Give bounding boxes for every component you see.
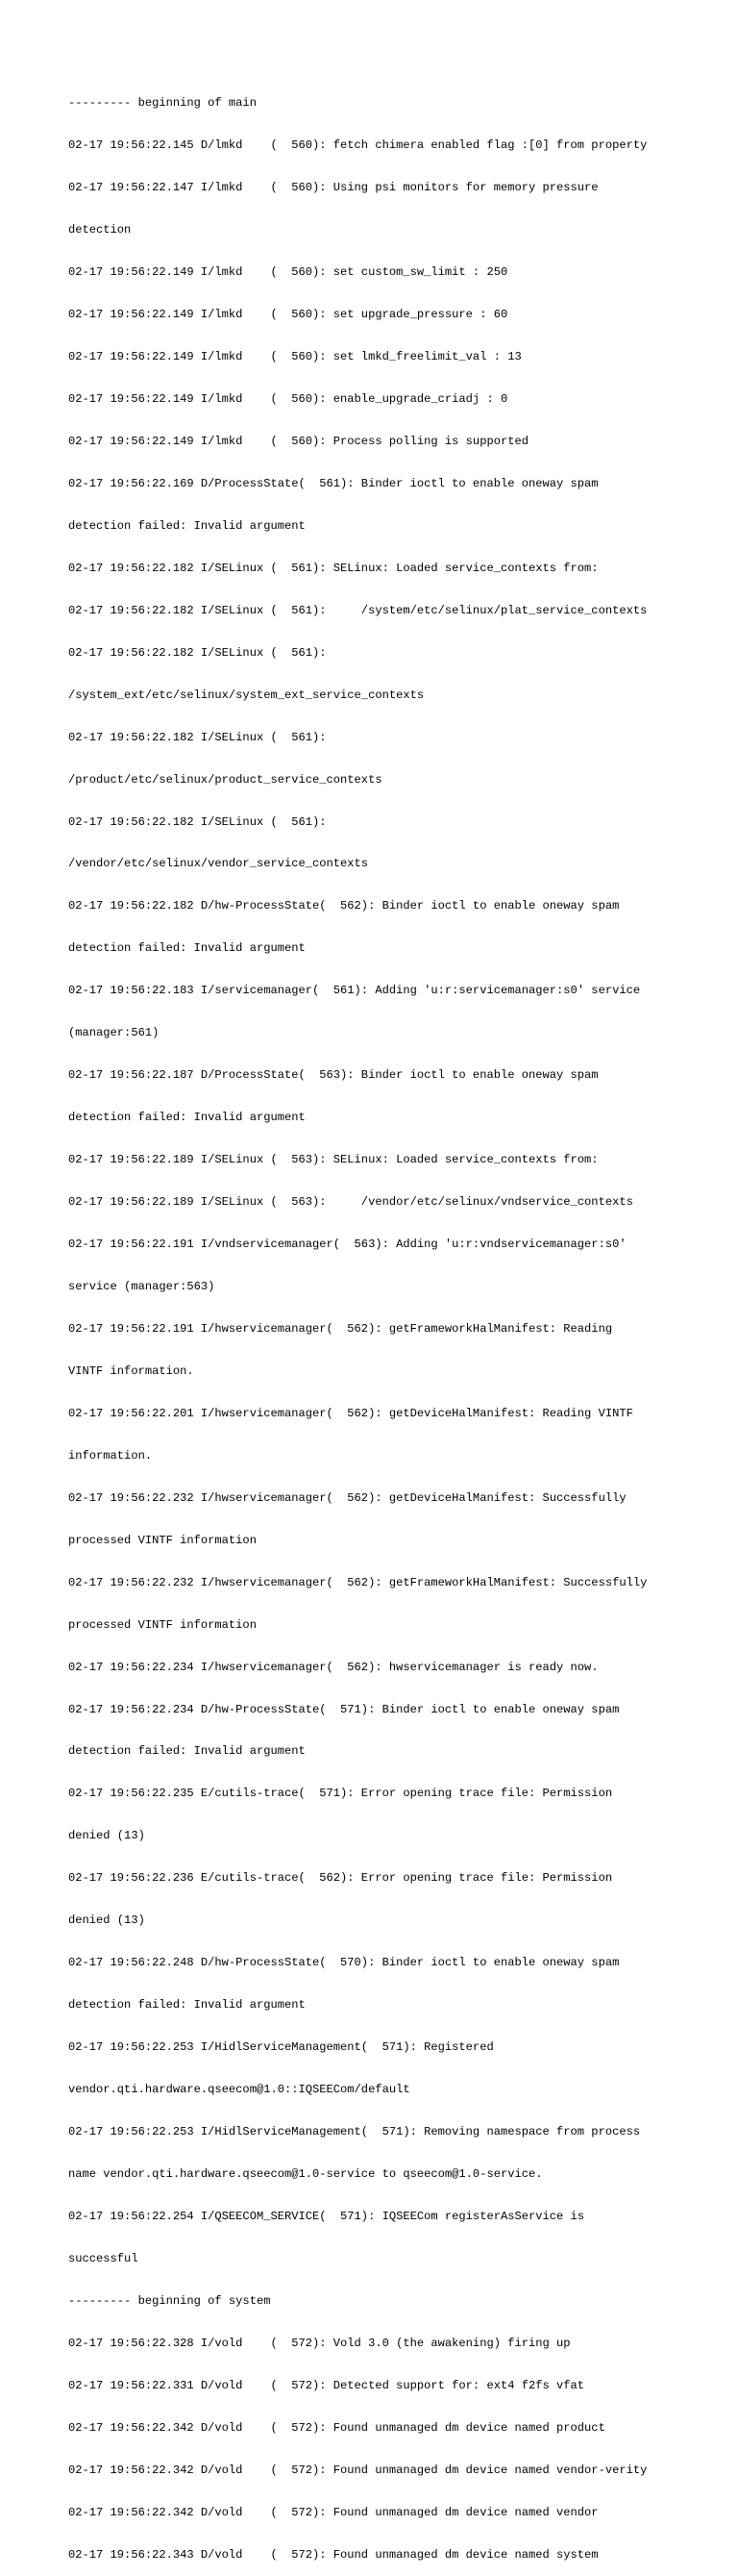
log-line: information.: [68, 1448, 153, 1463]
log-line: 02-17 19:56:22.149 I/lmkd ( 560): set custom_sw_limit : 250: [68, 265, 508, 280]
log-line: 02-17 19:56:22.169 D/ProcessState( 561): Binder ioctl to enable oneway spam: [68, 476, 599, 490]
log-line: 02-17 19:56:22.182 I/SELinux ( 561): SELinux: Loaded service_contexts from:: [68, 561, 599, 575]
log-line: 02-17 19:56:22.232 I/hwservicemanager( 562): getFrameworkHalManifest: Successfully: [68, 1575, 648, 1589]
log-line: 02-17 19:56:22.149 I/lmkd ( 560): set lmkd_freelimit_val : 13: [68, 350, 522, 364]
log-line: (manager:561): [68, 1026, 160, 1040]
log-line: 02-17 19:56:22.183 I/servicemanager( 561): Adding 'u:r:servicemanager:s0' service: [68, 984, 641, 998]
log-line: 02-17 19:56:22.149 I/lmkd ( 560): Process polling is supported: [68, 434, 529, 448]
log-line: --------- beginning of system: [68, 2293, 271, 2308]
log-line: processed VINTF information: [68, 1533, 257, 1547]
log-line: detection failed: Invalid argument: [68, 941, 306, 956]
log-line: /system_ext/etc/selinux/system_ext_service_contexts: [68, 688, 425, 702]
log-line: 02-17 19:56:22.331 D/vold ( 572): Detected support for: ext4 f2fs vfat: [68, 2378, 585, 2392]
log-line: name vendor.qti.hardware.qseecom@1.0-service to qseecom@1.0-service.: [68, 2167, 543, 2182]
log-line: /product/etc/selinux/product_service_contexts: [68, 772, 382, 787]
log-line: detection failed: Invalid argument: [68, 1744, 306, 1759]
log-line: denied (13): [68, 1913, 145, 1928]
log-line: detection failed: Invalid argument: [68, 518, 306, 533]
log-line: 02-17 19:56:22.342 D/vold ( 572): Found unmanaged dm device named vendor: [68, 2505, 599, 2519]
log-line: 02-17 19:56:22.191 I/hwservicemanager( 562): getFrameworkHalManifest: Reading: [68, 1321, 613, 1336]
log-line: 02-17 19:56:22.328 I/vold ( 572): Vold 3.0 (the awakening) firing up: [68, 2336, 571, 2350]
log-line: 02-17 19:56:22.234 D/hw-ProcessState( 571): Binder ioctl to enable oneway spam: [68, 1702, 620, 1716]
log-line: denied (13): [68, 1829, 145, 1843]
log-line: 02-17 19:56:22.182 I/SELinux ( 561):: [68, 645, 327, 660]
log-line: 02-17 19:56:22.191 I/vndservicemanager( 563): Adding 'u:r:vndservicemanager:s0': [68, 1238, 627, 1252]
log-document: [68, 68, 683, 2576]
log-line: detection failed: Invalid argument: [68, 1998, 306, 2013]
log-line: 02-17 19:56:22.201 I/hwservicemanager( 562): getDeviceHalManifest: Reading VINTF: [68, 1406, 633, 1420]
log-line: 02-17 19:56:22.182 I/SELinux ( 561):: [68, 730, 327, 744]
log-line: 02-17 19:56:22.149 I/lmkd ( 560): enable_upgrade_criadj : 0: [68, 391, 508, 406]
log-line: 02-17 19:56:22.254 I/QSEECOM_SERVICE( 571): IQSEECom registerAsService is: [68, 2209, 585, 2223]
log-line: 02-17 19:56:22.343 D/vold ( 572): Found unmanaged dm device named system: [68, 2547, 599, 2562]
log-line: /vendor/etc/selinux/vendor_service_contexts: [68, 857, 369, 871]
log-line: vendor.qti.hardware.qseecom@1.0::IQSEECom/default: [68, 2083, 410, 2097]
log-line: successful: [68, 2251, 138, 2265]
log-line: 02-17 19:56:22.234 I/hwservicemanager( 562): hwservicemanager is ready now.: [68, 1660, 599, 1674]
log-line: processed VINTF information: [68, 1617, 257, 1632]
log-line: 02-17 19:56:22.149 I/lmkd ( 560): set upgrade_pressure : 60: [68, 308, 508, 322]
log-line: 02-17 19:56:22.147 I/lmkd ( 560): Using psi monitors for memory pressure: [68, 181, 599, 195]
log-line: 02-17 19:56:22.253 I/HidlServiceManagement( 571): Removing namespace from process: [68, 2125, 641, 2139]
log-line: 02-17 19:56:22.342 D/vold ( 572): Found unmanaged dm device named product: [68, 2420, 605, 2435]
log-line: detection failed: Invalid argument: [68, 1111, 306, 1125]
log-line: 02-17 19:56:22.182 I/SELinux ( 561): /system/etc/selinux/plat_service_contexts: [68, 603, 648, 617]
log-line: --------- beginning of main: [68, 96, 257, 111]
log-line: 02-17 19:56:22.232 I/hwservicemanager( 562): getDeviceHalManifest: Successfully: [68, 1490, 627, 1505]
log-line: 02-17 19:56:22.187 D/ProcessState( 563): Binder ioctl to enable oneway spam: [68, 1068, 599, 1083]
log-line: service (manager:563): [68, 1280, 215, 1293]
log-line: 02-17 19:56:22.235 E/cutils-trace( 571): Error opening trace file: Permission: [68, 1787, 613, 1801]
log-line: 02-17 19:56:22.145 D/lmkd ( 560): fetch chimera enabled flag :[0] from property: [68, 138, 648, 153]
log-line: 02-17 19:56:22.248 D/hw-ProcessState( 570): Binder ioctl to enable oneway spam: [68, 1956, 620, 1970]
log-line: VINTF information.: [68, 1363, 194, 1378]
log-line: 02-17 19:56:22.253 I/HidlServiceManagement( 571): Registered: [68, 2040, 494, 2055]
log-line: detection: [68, 223, 132, 238]
log-line: 02-17 19:56:22.342 D/vold ( 572): Found unmanaged dm device named vendor-verity: [68, 2463, 648, 2477]
log-line: 02-17 19:56:22.236 E/cutils-trace( 562): Error opening trace file: Permission: [68, 1871, 613, 1886]
log-line: 02-17 19:56:22.189 I/SELinux ( 563): /vendor/etc/selinux/vndservice_contexts: [68, 1195, 633, 1210]
log-line: 02-17 19:56:22.182 I/SELinux ( 561):: [68, 814, 327, 829]
log-line: 02-17 19:56:22.189 I/SELinux ( 563): SELinux: Loaded service_contexts from:: [68, 1153, 599, 1167]
log-line: 02-17 19:56:22.182 D/hw-ProcessState( 562): Binder ioctl to enable oneway spam: [68, 899, 620, 913]
